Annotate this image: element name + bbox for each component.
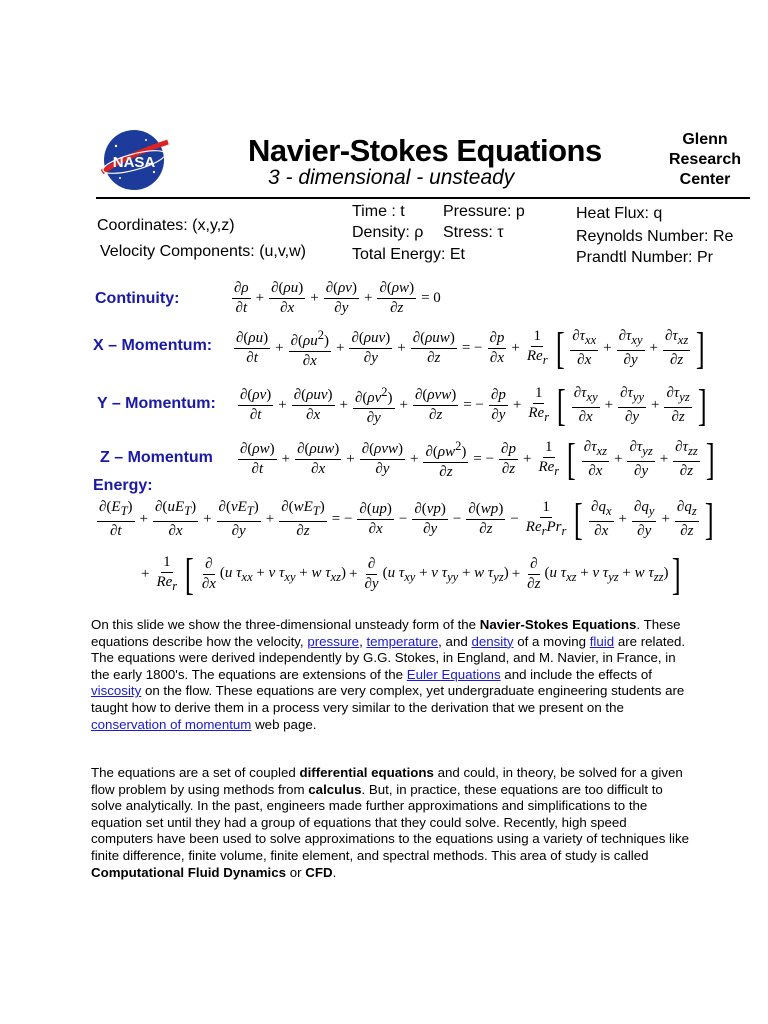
paragraph-cfd: The equations are a set of coupled differential equations and could, in theory, be solved for a given flow problem by using methods from calculus. But, in practice, these equations are too difficult to solve analytically. In the past, engineers made further approximations and simplifications to the equation set until they had a group of equations that they could solve. Recently, high speed computers have been used to solve approximations to the equations using a variety of techniques like finite difference, finite volume, finite element, and spectral methods. This area of study is called Computational Fluid Dynamics or CFD. (91, 765, 689, 880)
logo-text: NASA (112, 154, 156, 171)
label-y-momentum: Y – Momentum: (97, 395, 216, 412)
var-density: Density: ρ (352, 224, 424, 241)
link-pressure[interactable]: pressure (307, 633, 360, 649)
label-continuity: Continuity: (95, 290, 180, 307)
link-euler-equations[interactable]: Euler Equations (406, 666, 501, 682)
var-velocity: Velocity Components: (u,v,w) (100, 243, 307, 260)
link-viscosity[interactable]: viscosity (91, 683, 142, 699)
term-cfd: CFD (305, 864, 333, 880)
header-divider (96, 197, 750, 199)
center-line-1: Glenn (682, 131, 728, 148)
term-navier-stokes: Navier-Stokes Equations (479, 617, 637, 632)
term-cfd-full: Computational Fluid Dynamics (91, 864, 287, 880)
var-coordinates: Coordinates: (x,y,z) (97, 217, 235, 234)
var-pressure: Pressure: p (443, 203, 525, 220)
var-prandtl: Prandtl Number: Pr (576, 249, 713, 266)
x-momentum-equation: $\frac{\partial(\rho u)}{\partial t}$ + $\frac{\partial(\rho u^2)}{\partial x}$ + $\frac{\text{∂(ρuv)}}{\partial y}$ + $\frac{\text{∂(ρuw)}}{\partial z}$ = − $\frac{\partial p}{\partial x}$ + $\frac{1}{Re_r}$ [ $\frac{\partial\tau_{xx}}{\partial x}$ + $\frac{\partial\tau_{xy}}{\partial y}$ + $\frac{\partial\tau_{xz}}{\partial z}$ ] (236, 323, 705, 373)
paragraph-intro: On this slide we show the three-dimensional unsteady form of the Navier-Stokes Equations. These equations describe how the velocity, pressure, temperature, and density of a moving fluid are related. The equations were derived independently by G.G. Stokes, in England, and M. Navier, in France, in the early 1800's. The equations are extensions of the Euler Equations and include the effects of viscosity on the flow. These equations are very complex, yet undergraduate engineering students are taught how to derive them in a process very similar to the derivation that we present on the conservation of momentum web page. (91, 617, 686, 732)
continuity-equation: $\frac{\partial\rho}{\partial t}$ + $\frac{\partial(\rho u)}{\partial x}$ + $\frac{\partial(\rho v)}{\partial y}$ + $\frac{\partial(\rho w)}{\partial z}$ = 0 (234, 280, 441, 316)
var-stress: Stress: τ (443, 224, 504, 241)
energy-equation-line1: $\frac{\partial(E_T)}{\partial t}$ + $\frac{\partial(uE_T)}{\partial x}$ + $\frac{\partial(vE_T)}{\partial y}$ + $\frac{\partial(wE_T)}{\partial z}$ = − $\frac{\partial(up)}{\partial x}$ − $\frac{\partial(vp)}{\partial y}$ − $\frac{\partial(wp)}{\partial z}$ − $\frac{1}{Re_rPr_r}$ [ $\frac{\partial q_x}{\partial x}$ + $\frac{\partial q_y}{\partial y}$ + $\frac{\partial q_z}{\partial z}$ ] (99, 494, 714, 544)
y-momentum-equation: $\frac{\partial(\rho v)}{\partial t}$ + $\frac{\text{∂(ρuv)}}{\partial x}$ + $\frac{\partial(\rho v^2)}{\partial y}$ + $\frac{\text{∂(ρvw)}}{\partial z}$ = − $\frac{\partial p}{\partial y}$ + $\frac{1}{Re_r}$ [ $\frac{\partial\tau_{xy}}{\partial x}$ + $\frac{\partial\tau_{yy}}{\partial y}$ + $\frac{\partial\tau_{yz}}{\partial z}$ ] (240, 380, 707, 430)
energy-equation-line2: + $\frac{1}{Re_r}$ [ $\frac{\partial}{\partial x}$ (u $\tau_{xx} + v$ $\tau_{xy} + w$ $\tau_{xz}$) + $\frac{\partial}{\partial y}$ (u $\tau_{xy} + v$ $\tau_{yy} + w$ $\tau_{yz}$) + $\frac{\partial}{\partial z}$ (u $\tau_{xz} + v$ $\tau_{yz} + w$ $\tau_{zz}$) ] (141, 549, 682, 599)
link-conservation-of-momentum[interactable]: conservation of momentum (91, 716, 252, 732)
term-calculus: calculus (308, 781, 362, 797)
page-subtitle: 3 - dimensional - unsteady (268, 166, 515, 189)
center-line-2: Research (668, 151, 742, 168)
page-title: Navier-Stokes Equations (248, 133, 602, 168)
nasa-logo (96, 128, 172, 192)
var-reynolds: Reynolds Number: Re (576, 228, 734, 245)
label-z-momentum: Z – Momentum (100, 449, 213, 466)
link-fluid[interactable]: fluid (589, 633, 615, 649)
z-momentum-equation: $\frac{\partial(\rho w)}{\partial t}$ + $\frac{\text{∂(ρuw)}}{\partial x}$ + $\frac{\text{∂(ρvw)}}{\partial y}$ + $\frac{\partial(\rho w^2)}{\partial z}$ = − $\frac{\partial p}{\partial z}$ + $\frac{1}{Re_r}$ [ $\frac{\partial\tau_{xz}}{\partial x}$ + $\frac{\partial\tau_{yz}}{\partial y}$ + $\frac{\partial\tau_{zz}}{\partial z}$ ] (240, 434, 715, 484)
var-time: Time : t (352, 203, 405, 220)
link-temperature[interactable]: temperature (366, 633, 439, 649)
label-x-momentum: X – Momentum: (93, 337, 213, 354)
center-name (650, 130, 760, 190)
label-energy: Energy: (93, 477, 153, 494)
var-energy: Total Energy: Et (352, 246, 465, 263)
center-line-3: Center (679, 171, 731, 188)
term-differential-equations: differential equations (299, 765, 434, 780)
var-heat-flux: Heat Flux: q (576, 205, 663, 222)
link-density[interactable]: density (471, 633, 514, 649)
